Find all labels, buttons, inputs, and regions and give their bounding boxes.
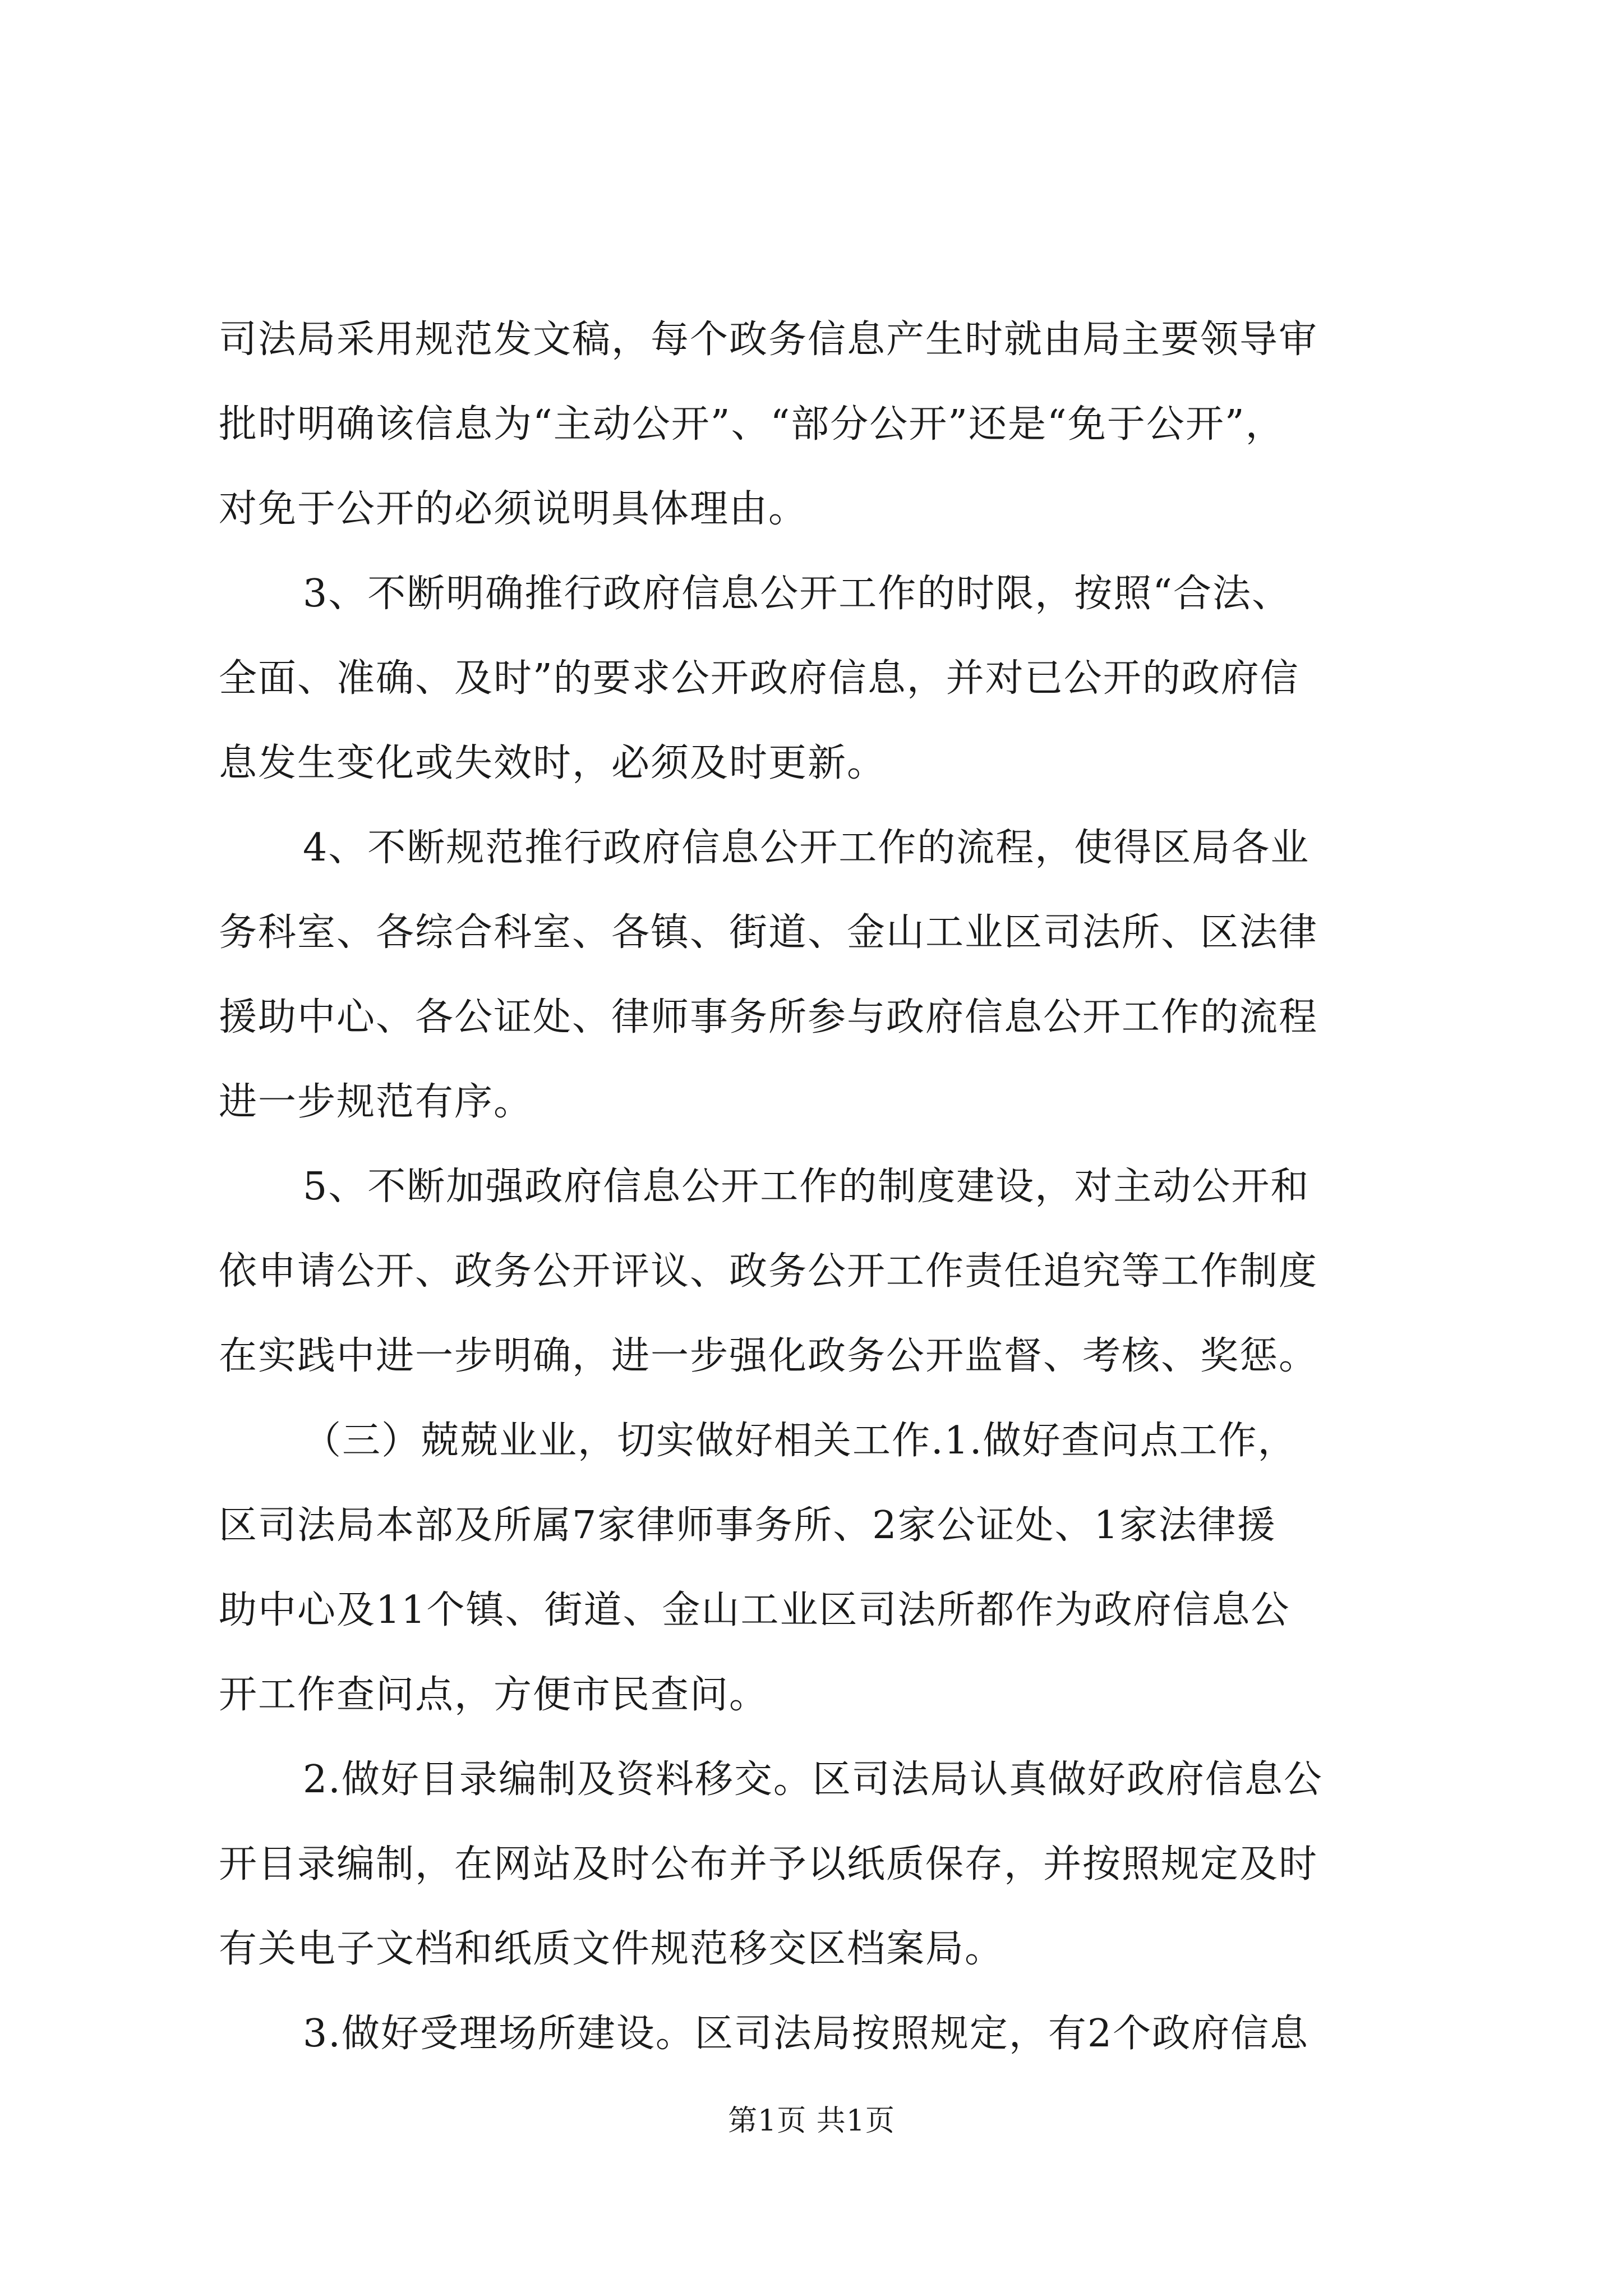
text-line: 进一步规范有序。 xyxy=(219,1080,533,1124)
text-line: 助中心及11个镇、街道、金山工业区司法所都作为政府信息公 xyxy=(219,1588,1290,1632)
text-line: 5、不断加强政府信息公开工作的制度建设，对主动公开和 xyxy=(303,1165,1310,1209)
text-line: 3、不断明确推行政府信息公开工作的时限，按照“合法、 xyxy=(303,572,1292,616)
text-line: 对免于公开的必须说明具体理由。 xyxy=(219,487,808,531)
text-line: 有关电子文档和纸质文件规范移交区档案局。 xyxy=(219,1927,1004,1971)
text-line: 务科室、各综合科室、各镇、街道、金山工业区司法所、区法律 xyxy=(219,910,1318,955)
text-line: 区司法局本部及所属7家律师事务所、2家公证处、1家法律援 xyxy=(219,1503,1276,1548)
text-line: 开工作查问点，方便市民查问。 xyxy=(219,1673,769,1717)
text-line: 依申请公开、政务公开评议、政务公开工作责任追究等工作制度 xyxy=(219,1249,1318,1294)
text-line: （三）兢兢业业，切实做好相关工作.1.做好查问点工作， xyxy=(303,1419,1297,1463)
page-footer xyxy=(0,2097,1623,2139)
page-number-label: 第1页 共1页 xyxy=(728,2104,895,2138)
text-line: 2.做好目录编制及资料移交。区司法局认真做好政府信息公 xyxy=(303,1757,1323,1802)
text-line: 开目录编制，在网站及时公布并予以纸质保存，并按照规定及时 xyxy=(219,1842,1318,1887)
text-line: 批时明确该信息为“主动公开”、“部分公开”还是“免于公开”， xyxy=(219,402,1285,447)
text-line: 3.做好受理场所建设。区司法局按照规定，有2个政府信息 xyxy=(303,2012,1310,2056)
text-line: 息发生变化或失效时，必须及时更新。 xyxy=(219,741,887,785)
text-line: 在实践中进一步明确，进一步强化政务公开监督、考核、奖惩。 xyxy=(219,1334,1318,1378)
text-line: 4、不断规范推行政府信息公开工作的流程，使得区局各业 xyxy=(303,826,1310,870)
text-line: 援助中心、各公证处、律师事务所参与政府信息公开工作的流程 xyxy=(219,995,1318,1039)
document-body xyxy=(219,297,1430,2076)
text-line: 司法局采用规范发文稿，每个政务信息产生时就由局主要领导审 xyxy=(219,318,1318,362)
text-line: 全面、准确、及时”的要求公开政府信息，并对已公开的政府信 xyxy=(219,656,1299,701)
